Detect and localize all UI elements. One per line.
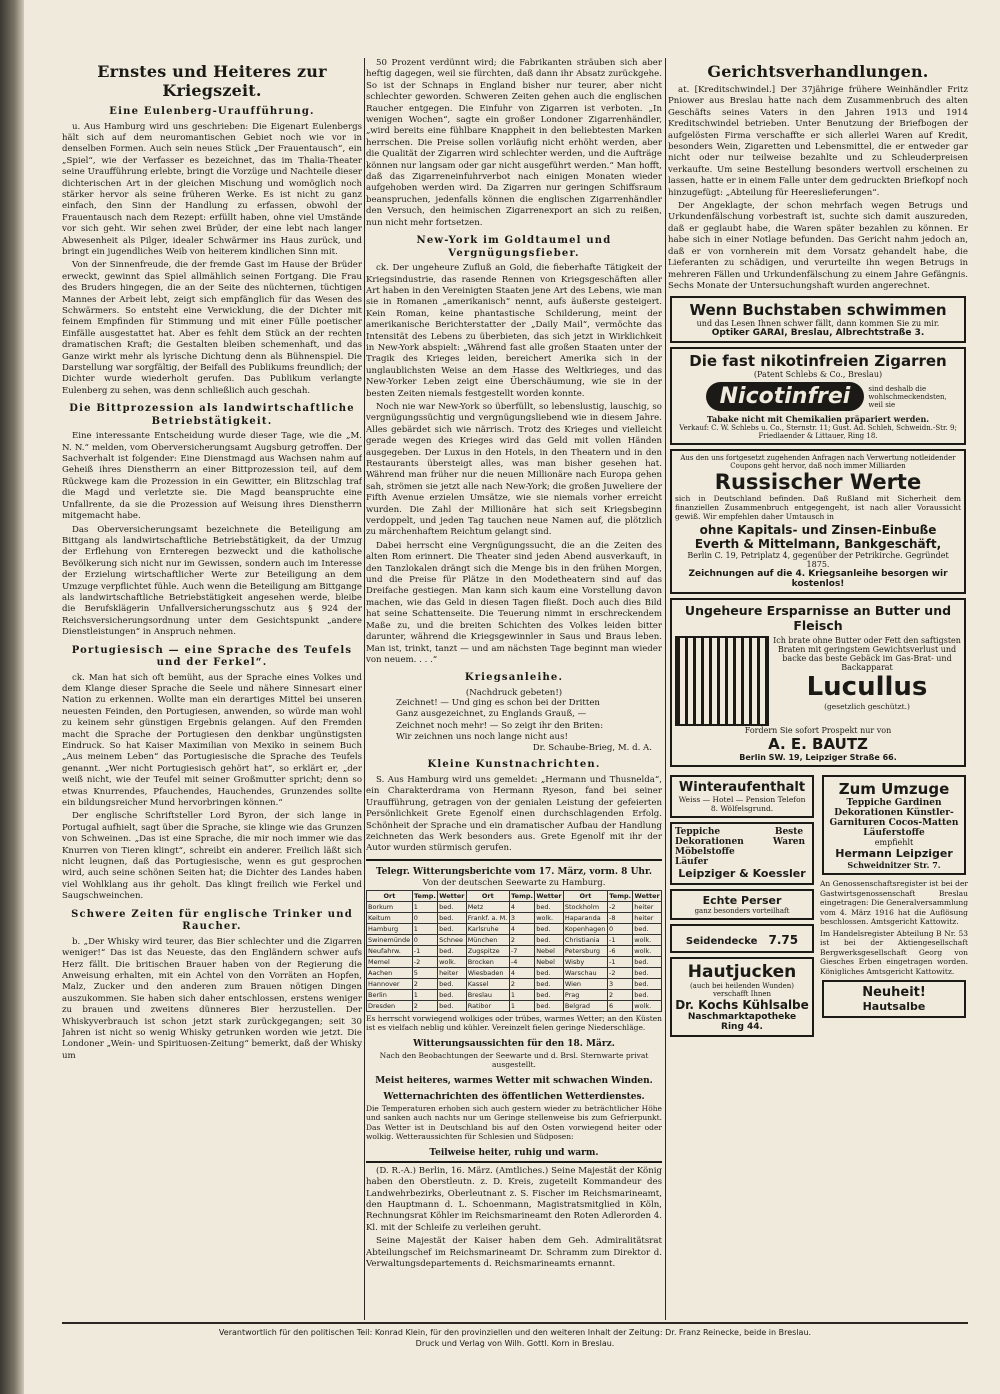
weather-table-cell: wolk.: [438, 956, 467, 967]
weather-table-row: [367, 989, 662, 1000]
weather-table-cell: wolk.: [633, 1000, 662, 1011]
weather-table-cell: bed.: [438, 912, 467, 923]
weather-table-header: Wetter: [536, 891, 562, 900]
weather-table-cell: -2: [608, 967, 633, 978]
ad-text: ganz besonders vorteilhaft: [694, 907, 790, 916]
weather-table-header: Ort: [563, 890, 607, 901]
ad-text: (auch bei heilenden Wunden) verschafft Ihnen: [689, 982, 795, 999]
weather-table-cell: bed.: [438, 923, 467, 934]
ad-headline: Zum Umzuge: [838, 780, 950, 799]
article-subtitle: (Nachdruck gebeten!): [465, 687, 563, 698]
footer-line: Verantwortlich für den politischen Teil: Konrad Klein, für den provinziellen und den weiteren Inhalt der Zeitung: Dr. Franz Reinecke, beide in Breslau.: [218, 1328, 812, 1337]
ad-headline: Ungeheure Ersparnisse an Butter und Fleisch: [684, 603, 952, 634]
weather-table-cell: Schnee: [438, 934, 467, 945]
weather-table-header: Wetter: [634, 891, 660, 900]
book-binding: [0, 0, 24, 1394]
ad-firm: Leipziger & Koessler: [678, 867, 806, 881]
weather-table-cell: bed.: [535, 967, 564, 978]
weather-table-header: Temp.: [413, 891, 436, 900]
ad-intro: Aus den uns fortgesetzt zugehenden Anfragen nach Verwertung notleidender Coupons geht hervor, daß noch immer Milliarden: [680, 454, 956, 471]
weather-table-cell: Stockholm: [563, 901, 607, 912]
ad-signature: Optiker GARAI, Breslau, Albrechtstraße 3.: [711, 328, 925, 339]
article-text: 50 Prozent verdünnt wird; die Fabrikanten sträuben sich aber heftig dagegen, weil sie fürchten, daß dann ihr Absatz zurückgehe. So ist der Schnaps in England bisher nur teurer, aber nicht schlechter geworden. Schweren Zeiten gehen auch die englischen Raucher entgegen. Die Einfuhr von Zigarren ist verboten. „In wenigen Wochen“, sagte ein großer Londoner Zigarrenhändler, „wird bereits eine fühlbare Knappheit in den beliebtesten Marken herrschen. Die Preise sollen vorläufig nicht erhöht werden, aber die Qualität der Zigarren wird schlechter werden, und die Aufträge können nur langsam oder gar nicht ausgeführt werden.“ Man hofft, daß das Zigarreneinfuhrverbot nach einigen Monaten wieder aufgehoben werden wird. Da Zigarren nur geringen Schiffsraum beanspruchen, jedenfalls können die englischen Zigarrenhändler den Versuch, den heimischen Zigarrenexport an sich zu reißen, nun nicht mehr fortsetzen.: [366, 58, 662, 228]
forecast-title: Witterungsaussichten für den 18. März.: [413, 1038, 615, 1049]
weather-table-row: [367, 978, 662, 989]
weather-table-cell: Brocken: [466, 956, 509, 967]
weather-table-cell: Karlsruhe: [466, 923, 509, 934]
weather-news-forecast: Teilweise heiter, ruhig und warm.: [429, 1147, 599, 1158]
poem-line: Zeichnet noch mehr! — So zeigt ihr den Briten:: [396, 720, 604, 731]
ad-firm: Everth & Mittelmann, Bankgeschäft,: [694, 537, 942, 552]
weather-table-cell: -1: [608, 956, 633, 967]
weather-table-cell: 2: [412, 978, 437, 989]
ad-moving: [822, 775, 966, 875]
ad-optician: [670, 296, 966, 343]
weather-table: [366, 890, 662, 1012]
weather-note: Es herrscht vorwiegend wolkiges oder trübes, warmes Wetter; an den Küsten ist es vielfach neblig und kühler. Vereinzelt fielen geringe Niederschläge.: [366, 1013, 662, 1033]
weather-table-cell: Kassel: [466, 978, 509, 989]
ad-prospect: Fordern Sie sofort Prospekt nur von: [744, 726, 892, 736]
ad-brand: Dr. Kochs Kühlsalbe: [675, 998, 809, 1013]
weather-table-cell: 2: [412, 1000, 437, 1011]
weather-table-cell: -6: [608, 945, 633, 956]
weather-table-cell: 4: [509, 967, 534, 978]
weather-table-row: [367, 901, 662, 912]
weather-table-cell: wolk.: [633, 945, 662, 956]
weather-table-cell: Breslau: [466, 989, 509, 1000]
ad-text: Weiss — Hotel — Pension Telefon 8. Wölfelsgrund.: [678, 795, 806, 814]
weather-table-cell: 2: [509, 978, 534, 989]
weather-table-cell: 1: [412, 989, 437, 1000]
ad-headline: Die fast nikotinfreien Zigarren: [689, 352, 947, 371]
weather-table-cell: bed.: [633, 978, 662, 989]
weather-table-cell: 4: [509, 923, 534, 934]
article-title: Schwere Zeiten für englische Trinker und Raucher.: [71, 908, 353, 933]
ad-text: Ich brate ohne Butter oder Fett den saftigsten Braten mit geringstem Gewichtsverlust und backe das beste Gebäck im Gas-Brat- und Backapparat: [773, 636, 961, 673]
article-text: Der englische Schriftsteller Lord Byron, der sich lange in Portugal aufhielt, sagt über die Sprache, sie klinge wie das Grunzen von Schweinen. „Das ist eine Sprache, die mir noch immer wie das Knurren von Tieren klingt“, schreibt ein anderer. Freilich läßt sich nicht leugnen, daß das Portugiesische, wenn es gut gesprochen wird, auch seine schönen Seiten hat; die Dichter des Landes haben viel Wohlklang aus ihr geholt. Das klingt freilich wie Ferkel und Saugschweinchen.: [62, 811, 362, 902]
article-text: u. Aus Hamburg wird uns geschrieben: Die Eigenart Eulenbergs hält sich auf dem neuromantischen Gebiet noch wie vor in denselben Formen. Auch sein neues Stück „Der Frauentausch“, ein „Spiel“, wie der Verfasser es bezeichnet, das im Thalia-Theater seine Uraufführung erlebte, bringt die Vorzüge und Nachteile dieser dichterischen Art in der gleichen Mischung und womöglich noch stärker hervor als seine früheren Werke. Es ist nicht zu ganz einfach, den Sinn der Handlung zu erfassen, obwohl der Frauentausch nach dem Rezept: erfüllt haben, ohne viel Umstände vor sich geht. Wir sehen zwei Brüder, der eine lebt nach langer Abwesenheit als Pilger, idealer Schwärmer ins Haus zurück, und bringt ein jugendliches Weib von heiterem kindlichen Sinn mit.: [62, 121, 362, 257]
weather-table-cell: Borkum: [367, 901, 413, 912]
weather-table-cell: Ratibor: [466, 1000, 509, 1011]
article-text: Noch nie war New-York so überfüllt, so lebenslustig, lauschig, so vergnügungssüchtig und vergnügungsliebend wie in diesem Jahre. Alles gebärdet sich wie närrisch. Trotz des Krieges und vielleicht gerade wegen des Krieges wird das Geld mit vollen Händen ausgegeben. Der Luxus in den Hotels, in den Theatern und in den Restaurants übersteigt alles, was man bisher gesehen hat. Während man früher nur die neuen Millionäre nach Europa gehen sah, strömen sie jetzt alle nach New-York; die großen Juweliere der Fifth Avenue erzielen Umsätze, wie sie niemals vorher erreicht wurden. Die Zahl der Millionäre hat sich seit Kriegsbeginn verdoppelt, und jeden Tag tauchen neue Namen auf, die plötzlich zu märchenhaftem Reichtum gelangt sind.: [366, 401, 662, 538]
weather-table-cell: 0: [608, 923, 633, 934]
weather-table-cell: 1: [509, 1000, 534, 1011]
ad-subline: (Patent Schlebs & Co., Breslau): [753, 370, 883, 380]
ad-subheadline: ohne Kapitals- und Zinsen-Einbuße: [699, 523, 937, 538]
ad-headline: Echte Perser: [702, 894, 782, 908]
weather-table-cell: 2: [509, 934, 534, 945]
article-text: at. [Kreditschwindel.] Der 37jährige frühere Weinhändler Fritz Pniower aus Breslau hatte nach dem Zusammenbruch des alten Geschäfts seines Vaters in den Jahren 1913 und 1914 Kreditschwindel betrieben. Unter Benutzung der Briefbogen der aufgelösten Firma verschaffte er sich allerlei Waren auf Kredit, besonders Wein, Zigaretten und Lebensmittel, die er entweder gar nicht oder nur teilweise bezahlte und zu Schleuderpreisen verkaufte. Um seine Bestellung besonders wertvoll erscheinen zu lassen, hatte er in einem Falle unter dem gedruckten Briefkopf noch hinzugefügt: „Abteilung für Heereslieferungen“.: [668, 85, 968, 198]
weather-table-cell: 3: [509, 912, 534, 923]
ad-neuheit: [822, 980, 966, 1018]
ad-price: 7.75: [768, 933, 799, 948]
ad-brand: Hautsalbe: [862, 1000, 926, 1014]
weather-table-cell: 4: [509, 901, 534, 912]
weather-table-header: Wetter: [439, 891, 465, 900]
weather-table-cell: Petersburg: [563, 945, 607, 956]
ad-silk: [670, 924, 814, 953]
column-left: [62, 58, 362, 1320]
weather-table-cell: bed.: [535, 934, 564, 945]
weather-subtitle: Von der deutschen Seewarte zu Hamburg.: [422, 877, 606, 888]
article-text: Von der Sinnenfreude, die der fremde Gast im Hause der Brüder erweckt, gewinnt das Spiel allmählich seinen Fortgang. Die Frau des Bruders hingegen, die an der Seite des nüchternen, tüchtigen Mannes der Arbeit lebt, zeigt sich empfänglich für das Wesen des Schwärmers. So entsteht eine Verwicklung, die der Dichter mit feinem Empfinden für Stimmung und mit einer Fülle poetischer Einfälle ausgestattet hat. Aber es fehlt dem Stück an der rechten dramatischen Kraft; die Gestalten bleiben schemenhaft, und das Ganze wirkt mehr als lyrische Dichtung denn als Bühnenspiel. Die Darstellung war sorgfältig, der Beifall des Publikums freundlich; der Dichter wurde wiederholt gerufen. Das Publikum verlangte Eulenberg zu sehen, was denn schließlich auch geschah.: [62, 260, 362, 396]
ad-note: Tabake nicht mit Chemikalien präpariert werden.: [706, 414, 930, 425]
ad-items: Teppiche Dekorationen Möbelstoffe Läufer: [675, 827, 744, 868]
weather-table-cell: 5: [412, 967, 437, 978]
ad-brand: Nicotinfrei: [706, 382, 865, 411]
article-text: Eine interessante Entscheidung wurde dieser Tage, wie die „M. N. N.“ melden, vom Oberversicherungsamt Augsburg getroffen. Der Sachverhalt ist folgender: Eine Dienstmagd aus Wachsen nahm auf Geheiß ihres Dienstherrn an einer Bittprozession teil, auf dem Rückwege kam die Prozession in ein Gewitter, ein Blitzschlag traf die Magd und verletzte sie. Die Magd beanspruchte eine Unfallrente, da sie die Prozession auf Weisung ihres Dienstherrn mitgemacht habe.: [62, 431, 362, 522]
weather-table-row: [367, 912, 662, 923]
weather-table-cell: -7: [509, 945, 534, 956]
weather-news-title: Wetternachrichten des öffentlichen Wetterdienstes.: [383, 1091, 645, 1102]
ad-cigars: [670, 347, 966, 445]
weather-table-cell: bed.: [633, 967, 662, 978]
page-footer: [62, 1326, 968, 1350]
weather-table-cell: 6: [608, 1000, 633, 1011]
weather-table-cell: wolk.: [633, 934, 662, 945]
ad-footer: Zeichnungen auf die 4. Kriegsanleihe besorgen wir kostenlos!: [688, 569, 948, 590]
article-text: (D. R.-A.) Berlin, 16. März. (Amtliches.) Seine Majestät der König haben den Oberstleutn. z. D. Kreis, zugeteilt Kommandeur des Landwehrbezirks, Oberleutnant z. S. Fischer im Reichsmarineamt, den Hauptmann d. L. Schoenmann, Magistratsmitglied in Köln, Rechnungsrat Köhler im Reichsmarineamt den Roten Adlerorden 4. Kl. mit der Schleife zu verleihen geruht.: [366, 1165, 662, 1233]
weather-table-cell: bed.: [535, 978, 564, 989]
weather-table-cell: Metz: [466, 901, 509, 912]
poem-line: Wir zeichnen uns noch lange nicht aus!: [396, 732, 568, 743]
column-right: [668, 58, 968, 1320]
ad-headline: Seidendecke: [685, 936, 758, 948]
weather-table-cell: Keitum: [367, 912, 413, 923]
weather-table-cell: heiter: [633, 912, 662, 923]
weather-table-cell: Kopenhagen: [563, 923, 607, 934]
section-heading: Gerichtsverhandlungen.: [707, 62, 929, 81]
weather-table-cell: -4: [509, 956, 534, 967]
weather-news-text: Die Temperaturen erhoben sich auch gestern wieder zu beträchtlicher Höhe und sanken auch nachts nur um Geringe stellenweise bis zum Gefrierpunkt. Das Wetter ist in Deutschland bis auf den Osten vorwiegend heiter oder wolkig. Wetteraussichten für Schlesien und Südposen:: [366, 1103, 662, 1142]
weather-table-cell: Memel: [367, 956, 413, 967]
weather-table-cell: bed.: [438, 1000, 467, 1011]
weather-table-cell: Swinemünde: [367, 934, 413, 945]
weather-table-cell: Aachen: [367, 967, 413, 978]
weather-table-cell: Prag: [563, 989, 607, 1000]
weather-table-header: Temp.: [511, 891, 533, 900]
weather-table-cell: 3: [608, 978, 633, 989]
column-rule: [364, 58, 365, 1320]
weather-table-row: [367, 1000, 662, 1011]
article-title: Portugiesisch — eine Sprache des Teufels und der Ferkel“.: [71, 644, 353, 669]
ad-items: Teppiche Gardinen Dekorationen Künstler-Garnituren Cocos-Matten Läuferstoffe: [829, 798, 959, 839]
weather-table-cell: Hannover: [367, 978, 413, 989]
article-text: ck. Man hat sich oft bemüht, aus der Sprache eines Volkes und dem Klange dieser Sprache die Seele und nähere Sinnesart einer Nation zu erkennen. Wollte man ein derartiges Mittel bei unseren neuesten Feinden, den Portugiesen, anwenden, so würde man wohl zu keinem sehr günstigen Ergebnis gelangen. Auf den Fremden macht die Sprache der Portugiesen den denkbar ungünstigsten Eindruck. So hat Kaiser Maximilian von Mexiko in seinem Buch „Aus meinem Leben“ das Portugiesische die Sprache des Teufels genannt. „Wer nicht Portugiesisch gehört hat“, so erklärt er, „der weiß nicht, wie der Teufel mit seiner Großmutter spricht; denn so etwas Knurrendes, Pfauchendes, Hauchendes, Grunzendes sollte ein bildungsreicher Mund hervorbringen können.“: [62, 672, 362, 809]
ad-headline: Hautjucken: [687, 962, 797, 983]
poem-signature: Dr. Schaube-Brieg, M. d. A.: [532, 743, 652, 754]
ad-headline: Russischer Werte: [714, 470, 922, 495]
column-rule: [665, 58, 666, 1320]
weather-table-cell: bed.: [438, 978, 467, 989]
oven-illustration: [675, 636, 769, 726]
weather-table-cell: Berlin: [367, 989, 413, 1000]
weather-table-cell: Christiania: [563, 934, 607, 945]
weather-table-cell: -8: [608, 912, 633, 923]
weather-table-cell: Belgrad: [563, 1000, 607, 1011]
weather-table-cell: 0: [412, 934, 437, 945]
weather-table-cell: bed.: [535, 1000, 564, 1011]
ad-hautjucken: [670, 957, 814, 1037]
weather-table-cell: bed.: [438, 989, 467, 1000]
ad-lucullus: [670, 598, 966, 767]
ad-headline: Wenn Buchstaben schwimmen: [689, 301, 947, 320]
ad-sale-points: Verkauf: C. W. Schlebs u. Co., Sternstr. 11; Gust. Ad. Schleh, Schweidn.-Str. 9; Friedlaender & Littauer, Ring 18.: [679, 424, 957, 441]
ad-text: und das Lesen Ihnen schwer fällt, dann kommen Sie zu mir.: [696, 319, 940, 329]
weather-table-cell: 1: [412, 901, 437, 912]
weather-title: Telegr. Witterungsberichte vom 17. März, vorm. 8 Uhr.: [375, 866, 653, 877]
weather-table-cell: 1: [509, 989, 534, 1000]
weather-table-cell: -1: [608, 934, 633, 945]
article-text: ck. Der ungeheure Zufluß an Gold, die fieberhafte Tätigkeit der Kriegsindustrie, das rasende Rennen von Kriegsgeschäften aller Art haben in den Vereinigten Staaten jene Art des Lebens, wie man sie in Romanen „amerikanisch“ nennt, aufs äußerste gesteigert. Kein Roman, keine phantastische Schilderung, meint der amerikanische Berichterstatter der „Daily Mail“, vermöchte das Intensität des Lebens zu überbieten, das sich jetzt in Wirklichkeit in New-York abspielt: „Während fast alle großen Staaten unter der Tragik des Krieges leiden, bereichert Amerika sich in der unglaublichsten Weise an dem Hasse des Weltkrieges, und das New-Yorker Leben zeigt eine Überschäumung, wie sie in der besten Zeiten niemals festgestellt worden konnte.: [366, 263, 662, 399]
weather-table-cell: heiter: [633, 901, 662, 912]
weather-table-cell: bed.: [535, 989, 564, 1000]
weather-table-cell: Wiesbaden: [466, 967, 509, 978]
weather-table-header: Ort: [367, 890, 413, 901]
weather-table-cell: bed.: [535, 923, 564, 934]
weather-table-row: [367, 923, 662, 934]
ad-empfiehlt: empfiehlt: [874, 838, 914, 848]
weather-table-cell: wolk.: [535, 912, 564, 923]
official-notice: Im Handelsregister Abteilung B Nr. 53 ist bei der Aktiengesellschaft Bergwerksgesellschaft Georg von Giesches Erben eingetragen worden. Königliches Amtsgericht Kattowitz.: [820, 928, 968, 976]
weather-table-cell: Neufahrw.: [367, 945, 413, 956]
ad-winter: [670, 775, 814, 818]
weather-table-cell: 2: [608, 989, 633, 1000]
weather-table-header: Temp.: [609, 891, 632, 900]
weather-table-cell: 0: [412, 912, 437, 923]
ad-bank: [670, 449, 966, 594]
weather-table-cell: Nebel: [535, 945, 564, 956]
article-title: Die Bittprozession als landwirtschaftliche Betriebstätigkeit.: [69, 403, 355, 427]
weather-table-cell: Hamburg: [367, 923, 413, 934]
weather-table-cell: Warschau: [563, 967, 607, 978]
weather-table-header: Ort: [466, 890, 509, 901]
ad-headline: Neuheit!: [862, 985, 926, 1001]
ad-brand: Lucullus: [806, 672, 928, 703]
ad-persian: [670, 889, 814, 920]
forecast-sub: Nach den Beobachtungen der Seewarte und d. Brsl. Sternwarte privat ausgestellt.: [379, 1050, 649, 1070]
article-text: Der Angeklagte, der schon mehrfach wegen Betrugs und Urkundenfälschung vorbestraft ist, suchte sich damit auszureden, daß er geglaubt habe, die Waren später bezahlen zu können. Er habe sich in einer Notlage befunden. Das Gericht nahm jedoch an, daß er von vornherein mit dem Vorsatz gehandelt habe, die Lieferanten zu schädigen, und verurteilte ihn wegen Betrugs in mehreren Fällen und Urkundenfälschung zu einem Jahre Gefängnis. Sechs Monate der Untersuchungshaft wurden angerechnet.: [668, 201, 968, 291]
ad-headline: Winteraufenthalt: [678, 780, 806, 796]
ad-side-text: sind deshalb die wohlschmeckendsten, weil sie: [868, 384, 947, 409]
weather-table-cell: -1: [412, 945, 437, 956]
poem-line: Ganz ausgezeichnet, zu Englands Grauß, —: [396, 709, 587, 720]
ad-text: sich in Deutschland befinden. Daß Rußland mit Sicherheit dem finanziellen Zusammenbruch entgegengeht, ist nach aller Voraussicht gewiß. Wir empfehlen daher Umtausch in: [675, 494, 961, 522]
ad-best: Beste Waren: [772, 827, 806, 848]
ad-address: Berlin SW. 19, Leipziger Straße 66.: [739, 753, 897, 763]
weather-table-cell: Wien: [563, 978, 607, 989]
weather-table-cell: heiter: [438, 967, 467, 978]
forecast-text: Meist heiteres, warmes Wetter mit schwachen Winden.: [375, 1075, 653, 1086]
weather-table-row: [367, 956, 662, 967]
article-text: Das Oberversicherungsamt bezeichnete die Beteiligung am Bittgang als landwirtschaftliche Betriebstätigkeit, da der Umzug der Erflehung von Ernteregen bezweckt und die katholische Bevölkerung sich nicht nur im Gewissen, sondern auch im Interesse der Erzielung wirtschaftlicher Werte zur Beteiligung an dem Umzuge verpflichtet fühle. Auch wenn die Beteiligung am Bittgange als landwirtschaftliche Betriebstätigkeit angesehen werde, bleibe die Berufsklägerin Unfallversicherungsschutz aus § 924 der Reichsversicherungsordnung unter dem Gesichtspunkt „andere Dienstleistungen“ in Anspruch nehmen.: [62, 524, 362, 638]
weather-table-cell: Frankf. a. M.: [466, 912, 509, 923]
weather-table-cell: bed.: [438, 901, 467, 912]
article-text: b. „Der Whisky wird teurer, das Bier schlechter und die Zigarren weniger!“ Das ist das Neueste, das den Engländern schwer aufs Herz fällt. Die britischen Brauer haben von der Regierung die Anweisung erhalten, mit ein Achtel von den Vorräten an Hopfen, Malz, Zucker und den anderen zum Brauen nötigen Dingen auszukommen. Sie haben sich daher entschlossen, erstens weniger zu brauen und zweitens dünneres Bier herzustellen. Der Whiskyverbrauch ist schon jetzt stark zurückgegangen; seit 30 Jahren ist nicht so wenig Whisky getrunken worden wie jetzt. Die Londoner „Wein- und Spirituosen-Zeitung“ bemerkt, daß der Whisky um: [62, 936, 362, 1061]
article-text: S. Aus Hamburg wird uns gemeldet: „Hermann und Thusnelda“, ein Charakterdrama von Hermann Ryeson, fand bei seiner Uraufführung, getragen von der genialen Leistung der gefeierten Persönlichkeit Grete Egenolf einen durchschlagenden Erfolg. Schönheit der Sprache und ein dramatischer Aufbau der Handlung zeichneten das Werk besonders aus. Grete Egenolf mit ihr der Autor wurden stürmisch gerufen.: [366, 774, 662, 854]
footer-line: Druck und Verlag von Wilh. Gottl. Korn in Breslau.: [415, 1339, 615, 1348]
ad-address: Schweidnitzer Str. 7.: [847, 860, 941, 871]
weather-table-cell: 1: [412, 923, 437, 934]
ad-leipziger-koessler: [670, 822, 814, 885]
footer-rule: [62, 1322, 968, 1324]
article-text: Seine Majestät der Kaiser haben dem Geh. Admiralitätsrat Abteilungschef im Reichsmarineamt Dr. Schramm zum Direktor d. Verwaltungsdepartements d. Reichsmarineamts ernannt.: [366, 1236, 662, 1270]
weather-table-cell: bed.: [633, 956, 662, 967]
article-text: Dabei herrscht eine Vergnügungssucht, die an die Zeiten des alten Rom erinnert. Die Theater sind jeden Abend ausverkauft, in den Tanzlokalen drängt sich die Menge bis in den frühen Morgen, und die Preise für Plätze in den Modetheatern sind auf das Dreifache gestiegen. Man kann sich kaum eine Vorstellung davon machen, wie das Geld in diesen Tagen fließt. Doch auch dies Bild hat seine Schattenseite. Die Teuerung nimmt in erschreckendem Maße zu, und die breiten Schichten des Volkes leiden bitter darunter, während die Kriegsgewinnler in Saus und Braus leben. Man ist, trinkt, tanzt — und am nächsten Tage beginnt man wieder von neuem. . . .“: [366, 540, 662, 665]
article-title: Kriegsanleihe.: [464, 672, 564, 684]
article-title: Kleine Kunstnachrichten.: [427, 759, 601, 771]
weather-table-row: [367, 967, 662, 978]
weather-table-cell: Wisby: [563, 956, 607, 967]
ad-firm: Hermann Leipziger: [835, 847, 953, 861]
weather-table-row: [367, 934, 662, 945]
column-middle: [366, 58, 662, 1320]
ad-firm: A. E. BAUTZ: [768, 735, 868, 754]
ad-footer: Naschmarktapotheke Ring 44.: [687, 1012, 797, 1033]
weather-table-cell: Haparanda: [563, 912, 607, 923]
weather-table-cell: -2: [412, 956, 437, 967]
weather-table-cell: bed.: [633, 923, 662, 934]
weather-table-cell: Nebel: [535, 956, 564, 967]
ad-registration: (gesetzlich geschützt.): [824, 702, 910, 712]
article-title: Eine Eulenberg-Uraufführung.: [109, 106, 315, 117]
official-notice: An Genossenschaftsregister ist bei der Gastwirtsgenossenschaft Breslau eingetragen: Die Generalversammlung vom 4. März 1916 hat die Auflösung beschlossen. Amtsgericht Kattowitz.: [820, 879, 968, 927]
weather-table-cell: Zugspitze: [466, 945, 509, 956]
weather-table-cell: München: [466, 934, 509, 945]
poem-line: Zeichnet! — Und ging es schon bei der Dritten: [396, 697, 600, 708]
weather-table-cell: bed.: [438, 945, 467, 956]
weather-table-cell: bed.: [535, 901, 564, 912]
weather-table-row: [367, 945, 662, 956]
section-heading: Ernstes und Heiteres zur Kriegszeit.: [97, 62, 327, 100]
weather-table-cell: -2: [608, 901, 633, 912]
weather-table-cell: Dresden: [367, 1000, 413, 1011]
ad-address: Berlin C. 19, Petriplatz 4, gegenüber der Petrikirche. Gegründet 1875.: [687, 551, 949, 570]
weather-table-cell: bed.: [633, 989, 662, 1000]
article-title: New-York im Goldtaumel und Vergnügungsfieber.: [416, 235, 612, 259]
